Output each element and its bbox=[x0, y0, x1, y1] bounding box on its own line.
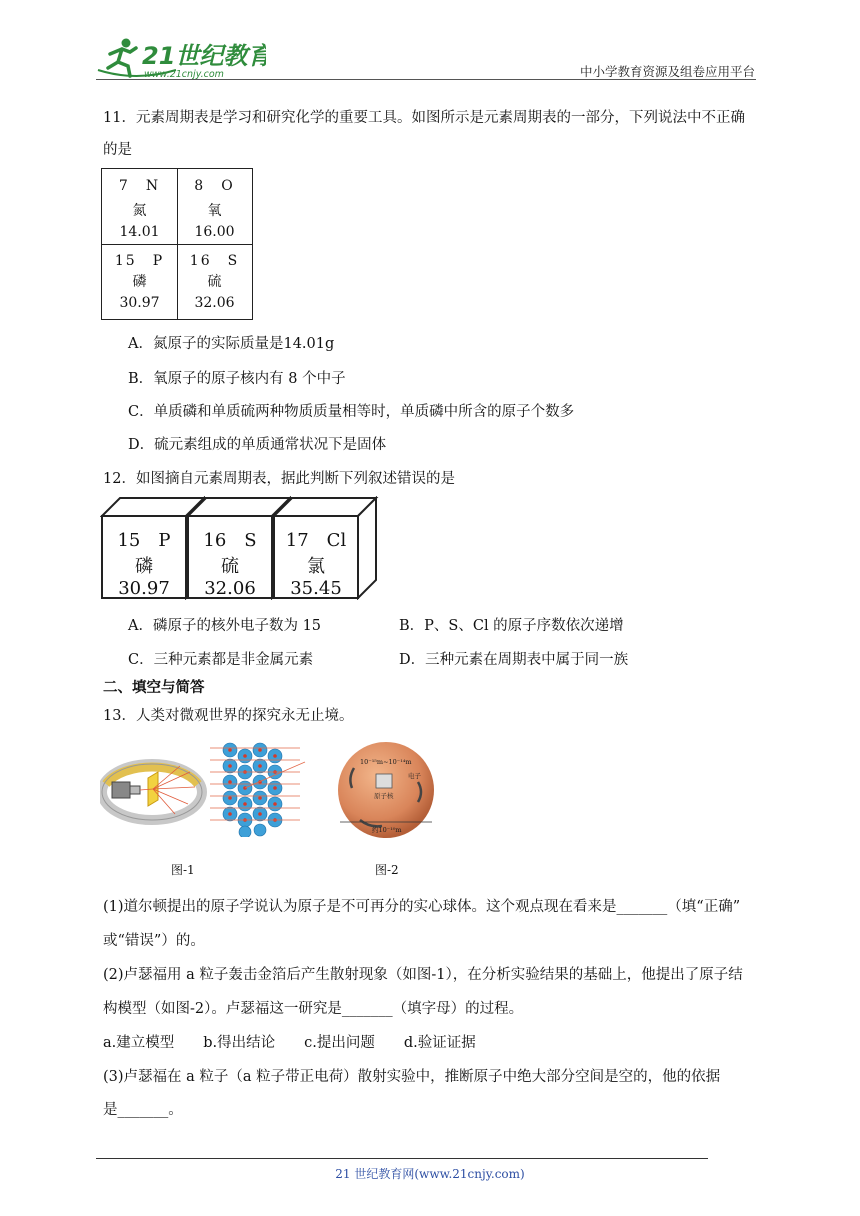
footer-divider bbox=[96, 1158, 708, 1159]
q11-stem-line2: 的是 bbox=[103, 142, 132, 158]
fig2-label-nucleus: 原子核 bbox=[374, 792, 394, 800]
logo-url: www.21cnjy.com bbox=[144, 69, 224, 80]
q11-option-a[interactable]: A．氮原子的实际质量是14.01g bbox=[128, 336, 335, 352]
q13-part2-line1: (2)卢瑟福用 a 粒子轰击金箔后产生散射现象（如图-1），在分析实验结果的基础上，他提出了原子结 bbox=[103, 967, 743, 983]
q11-option-d[interactable]: D．硫元素组成的单质通常状况下是固体 bbox=[128, 437, 387, 453]
q11-option-c[interactable]: C．单质磷和单质硫两种物质质量相等时，单质磷中所含的原子个数多 bbox=[128, 404, 575, 420]
q13-part1-line2: 或“错误”）的。 bbox=[103, 933, 205, 949]
section-title: 二、填空与简答 bbox=[103, 680, 205, 696]
q12-option-d[interactable]: D．三种元素在周期表中属于同一族 bbox=[399, 652, 629, 668]
site-logo bbox=[96, 36, 266, 80]
q13-stem: 13．人类对微观世界的探究永无止境。 bbox=[103, 708, 354, 724]
fig2-label-scale-bottom: 约10⁻¹⁰m bbox=[372, 826, 402, 834]
fig2-label-electron: 电子 bbox=[408, 772, 421, 780]
q13-part1-line1: (1)道尔顿提出的原子学说认为原子是不可再分的实心球体。这个观点现在看来是_______（填“正确” bbox=[103, 899, 741, 915]
header-divider bbox=[96, 79, 756, 80]
pt-cell-nitrogen: 7 N 氮 14.01 bbox=[118, 178, 161, 240]
header-platform-text: 中小学教育资源及组卷应用平台 bbox=[579, 64, 755, 79]
pt-cell-phosphorus: 15 P 磷 30.97 bbox=[114, 253, 165, 311]
fig2-label-scale-top: 10⁻¹⁵m~10⁻¹⁴m bbox=[360, 758, 412, 766]
figure-1-caption: 图-1 bbox=[171, 863, 195, 877]
q12-box-phosphorus: 15 P 磷 30.97 bbox=[117, 530, 171, 599]
q12-option-b[interactable]: B．P、S、Cl 的原子序数依次递增 bbox=[399, 618, 624, 634]
figure-1-scattering bbox=[100, 742, 322, 837]
q11-option-b[interactable]: B．氧原子的原子核内有 8 个中子 bbox=[128, 371, 346, 387]
pt-cell-sulfur: 16 S 硫 32.06 bbox=[189, 253, 240, 311]
q12-box-chlorine: 17 Cl 氯 35.45 bbox=[285, 530, 347, 599]
q11-stem-line1: 11．元素周期表是学习和研究化学的重要工具。如图所示是元素周期表的一部分，下列说法中不正确 bbox=[103, 110, 745, 126]
pt-cell-oxygen: 8 O 氧 16.00 bbox=[194, 178, 235, 240]
q13-part2-choices[interactable]: a.建立模型 b.得出结论 c.提出问题 d.验证证据 bbox=[103, 1035, 476, 1051]
q12-stem: 12．如图摘自元素周期表，据此判断下列叙述错误的是 bbox=[103, 471, 455, 487]
footer-link[interactable]: 21 世纪教育网(www.21cnjy.com) bbox=[335, 1167, 525, 1181]
figure-2-atom-model bbox=[330, 738, 442, 846]
q11-periodic-table bbox=[101, 168, 253, 320]
q13-part3-line2: 是_______。 bbox=[103, 1102, 183, 1118]
q12-box-sulfur: 16 S 硫 32.06 bbox=[203, 530, 257, 599]
q12-element-boxes bbox=[100, 496, 380, 600]
q13-part3-line1: (3)卢瑟福在 a 粒子（a 粒子带正电荷）散射实验中，推断原子中绝大部分空间是空的，他的依据 bbox=[103, 1069, 721, 1085]
logo-text: 21世纪教育 bbox=[142, 42, 266, 70]
q12-option-c[interactable]: C．三种元素都是非金属元素 bbox=[128, 652, 314, 668]
q12-option-a[interactable]: A．磷原子的核外电子数为 15 bbox=[128, 618, 322, 634]
q13-part2-line2: 构模型（如图-2）。卢瑟福这一研究是_______（填字母）的过程。 bbox=[103, 1001, 524, 1017]
figure-2-caption: 图-2 bbox=[375, 863, 399, 877]
